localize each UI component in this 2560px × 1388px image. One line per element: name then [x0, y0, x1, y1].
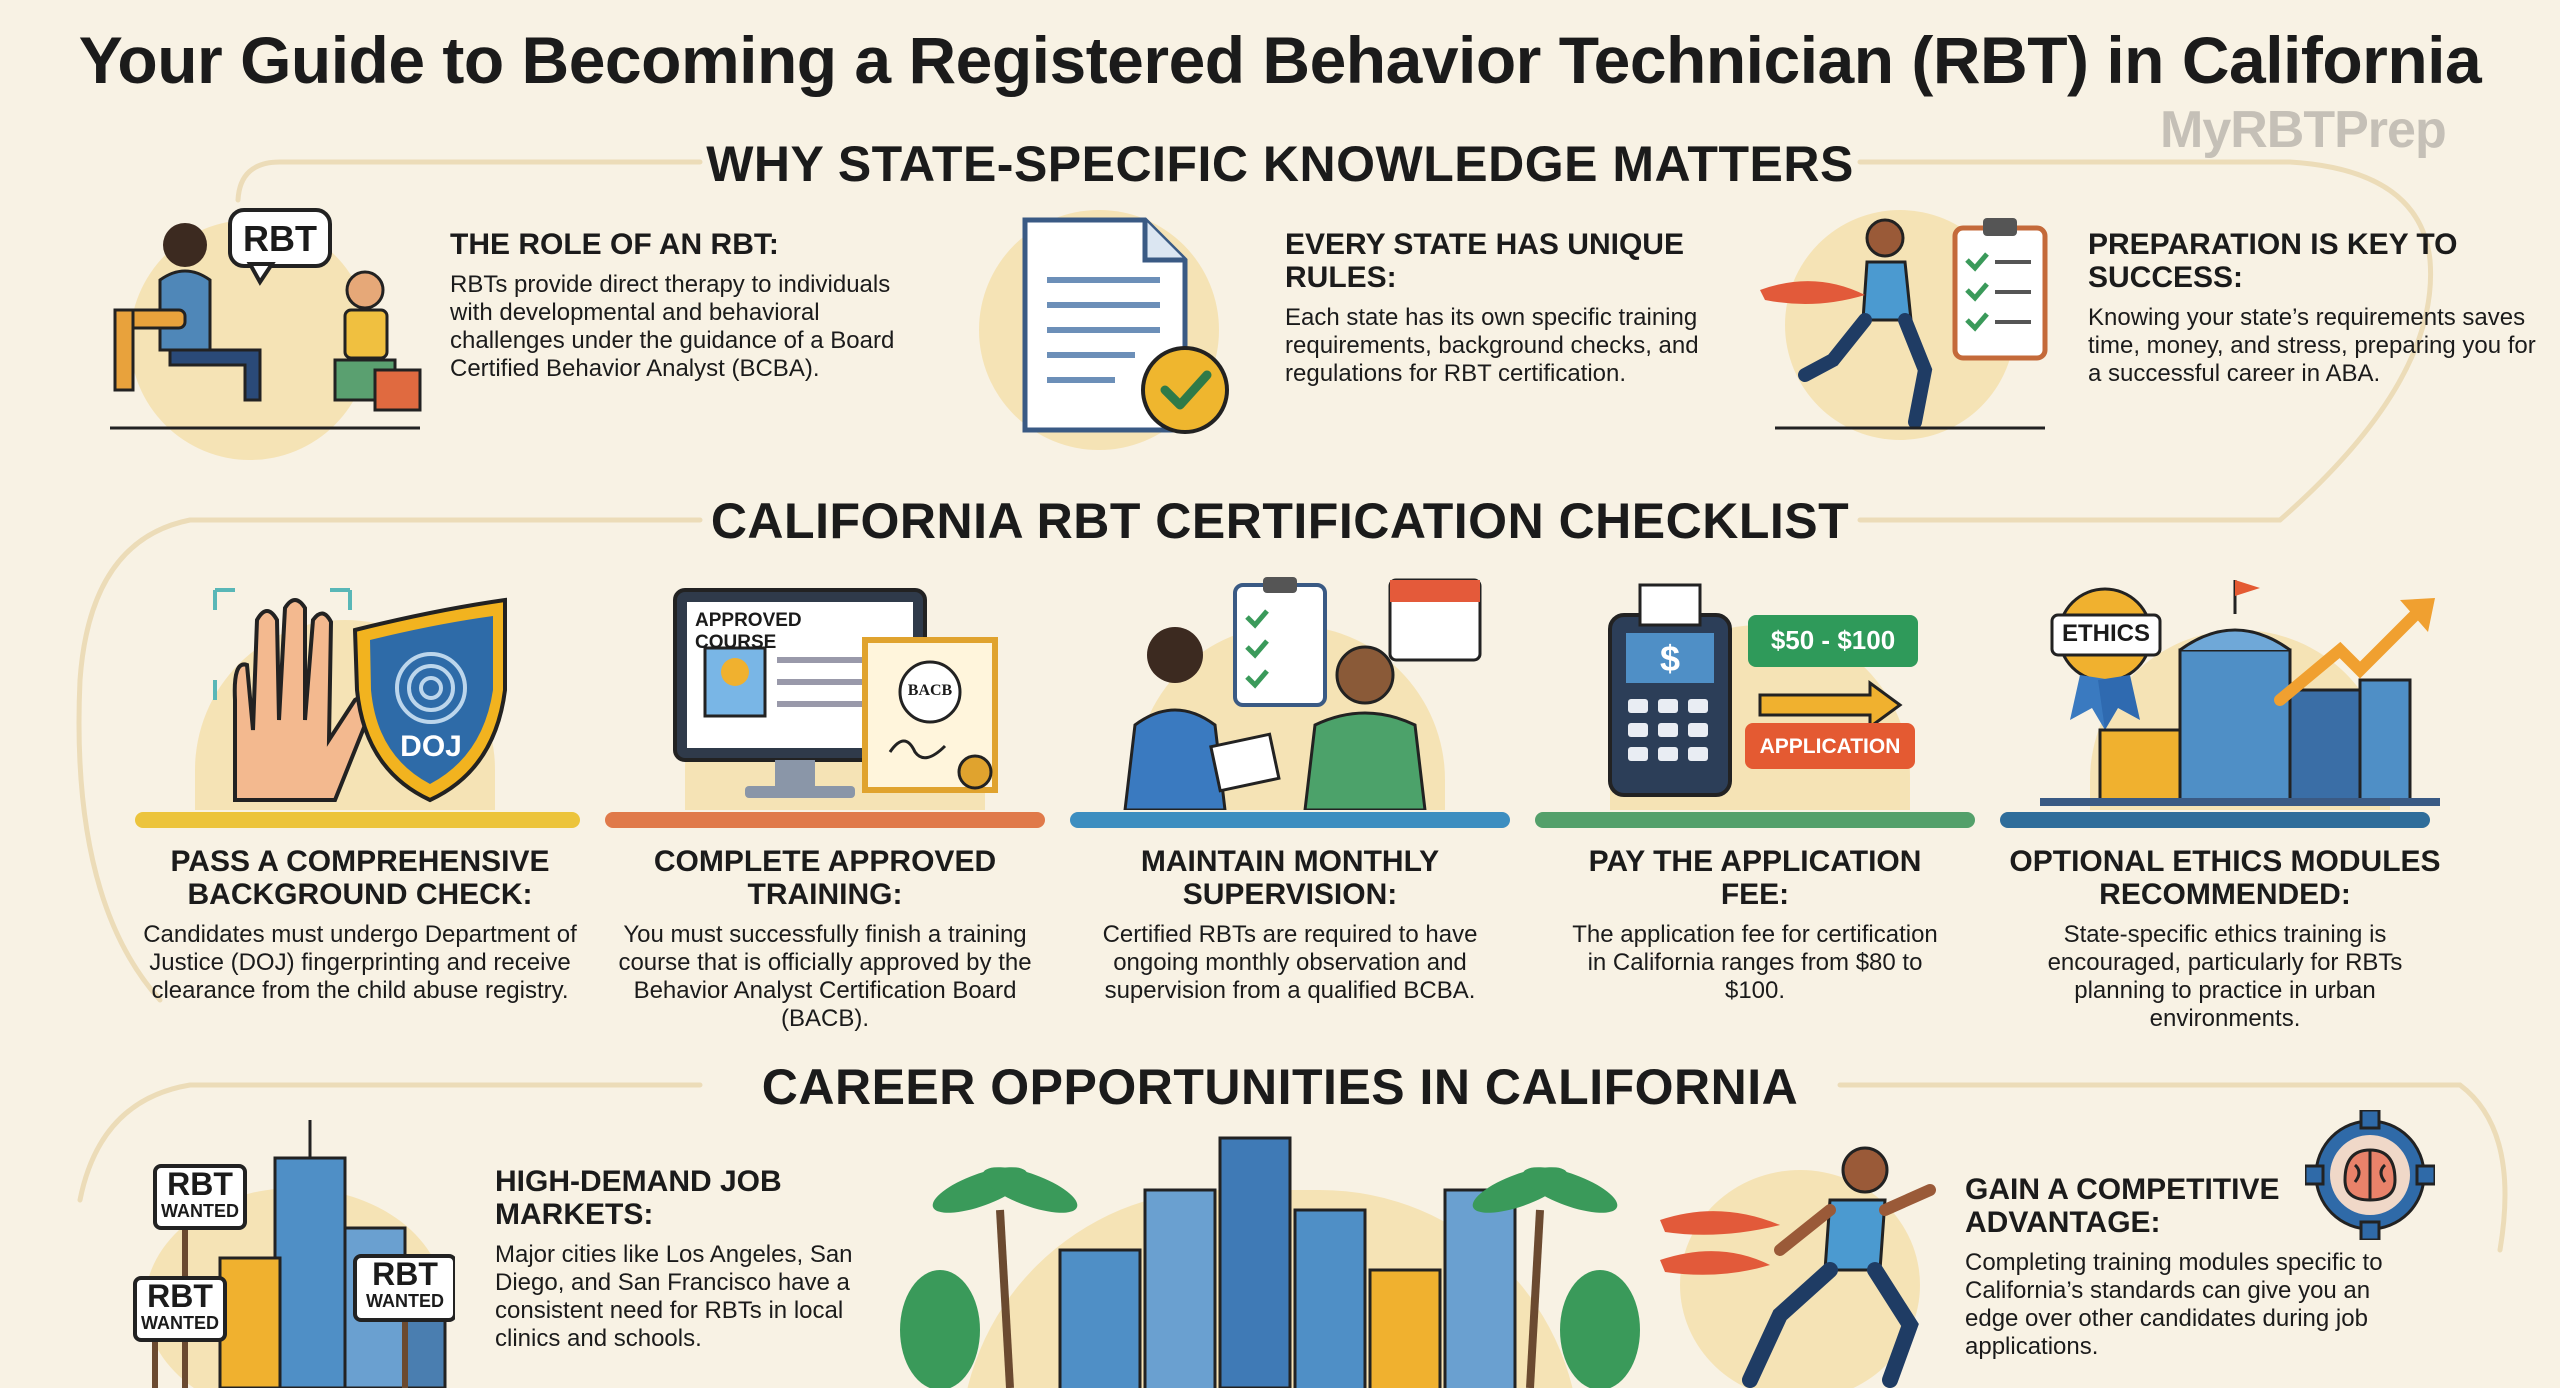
checklist-item-fee: [1560, 845, 1950, 1005]
checklist-item-title: PASS A COMPREHENSIVE BACKGROUND CHECK:: [170, 845, 550, 911]
section-title-why: WHY STATE-SPECIFIC KNOWLEDGE MATTERS: [706, 136, 1854, 192]
checklist-item-background-check: [125, 845, 595, 1005]
runner-brain-icon: [1660, 1140, 1950, 1388]
why-item-title: THE ROLE OF AN RBT:: [450, 228, 779, 261]
checklist-item-title: COMPLETE APPROVED TRAINING:: [653, 845, 997, 911]
why-item-title: EVERY STATE HAS UNIQUE RULES:: [1285, 228, 1684, 294]
bacb-seal-label: BACB: [907, 682, 953, 699]
why-item-preparation: [2088, 228, 2538, 388]
rbt-speech-badge: RBT: [243, 218, 317, 259]
why-item-role: [450, 228, 900, 383]
rbt-wanted-sign: RBT WANTED: [366, 1256, 444, 1311]
fee-range-label: $50 - $100: [1770, 625, 1896, 655]
career-item-competitive: [1965, 1173, 2405, 1361]
checklist-bar: [2000, 812, 2430, 828]
rbt-wanted-sign: RBT WANTED: [141, 1278, 219, 1333]
checklist-item-body: State-specific ethics training is encouraged, particularly for RBTs planning to practice in urban environments.: [2047, 921, 2403, 1032]
application-label: APPLICATION: [1759, 735, 1901, 758]
payment-terminal-icon: [1600, 575, 1930, 810]
watermark-logo: MyRBTPrep: [2160, 101, 2446, 159]
why-item-rules: [1285, 228, 1725, 388]
career-item-body: Major cities like Los Angeles, San Diego, and San Francisco have a consistent need for RBTs in local clinics and schools.: [495, 1241, 853, 1352]
checklist-item-supervision: [1080, 845, 1500, 1005]
supervision-meeting-icon: [1105, 575, 1485, 810]
career-item-body: Completing training modules specific to California’s standards can give you an edge over other candidates during job applications.: [1965, 1249, 2383, 1360]
approved-course-icon: [665, 580, 1010, 810]
ethics-city-icon: [2040, 570, 2440, 810]
why-item-body: Knowing your state’s requirements saves time, money, and stress, preparing you for a successful career in ABA.: [2088, 304, 2536, 387]
checklist-item-body: Candidates must undergo Department of Justice (DOJ) fingerprinting and receive clearance from the child abuse registry.: [143, 921, 577, 1004]
section-title-checklist: CALIFORNIA RBT CERTIFICATION CHECKLIST: [710, 493, 1850, 549]
checklist-item-ethics: [2005, 845, 2445, 1033]
section-title-career: CAREER OPPORTUNITIES IN CALIFORNIA: [761, 1059, 1799, 1115]
career-item-job-markets: [495, 1165, 895, 1353]
checklist-item-title: PAY THE APPLICATION FEE:: [1588, 845, 1922, 911]
career-item-title: GAIN A COMPETITIVE ADVANTAGE:: [1965, 1173, 2280, 1239]
page-title: Your Guide to Becoming a Registered Behavior Technician (RBT) in California: [78, 23, 2482, 97]
checklist-item-training: [610, 845, 1040, 1033]
career-item-title: HIGH-DEMAND JOB MARKETS:: [495, 1165, 782, 1231]
why-item-body: Each state has its own specific training requirements, background checks, and regulations for RBT certification.: [1285, 304, 1699, 387]
checklist-item-body: The application fee for certification in California ranges from $80 to $100.: [1572, 921, 1938, 1004]
why-item-title: PREPARATION IS KEY TO SUCCESS:: [2088, 228, 2458, 294]
checklist-item-body: Certified RBTs are required to have ongoing monthly observation and supervision from a qualified BCBA.: [1102, 921, 1478, 1004]
checklist-bar: [135, 812, 580, 828]
ethics-badge-label: ETHICS: [2061, 620, 2150, 647]
checklist-item-body: You must successfully finish a training course that is officially approved by the Behavior Analyst Certification Board (BACB).: [618, 921, 1032, 1032]
document-check-icon: [975, 200, 1255, 440]
svg-text:$: $: [1659, 638, 1681, 679]
checklist-bar: [1070, 812, 1510, 828]
approved-course-label: APPROVED COURSE: [695, 610, 802, 653]
why-item-body: RBTs provide direct therapy to individuals with developmental and behavioral challenges under the guidance of a Board Certified Behavior Analyst (BCBA).: [450, 271, 895, 382]
therapy-session-icon: [110, 200, 430, 440]
checklist-bar: [605, 812, 1045, 828]
doj-label: DOJ: [400, 730, 462, 763]
california-city-icon: [900, 1130, 1640, 1388]
checklist-item-title: MAINTAIN MONTHLY SUPERVISION:: [1140, 845, 1440, 911]
checklist-bar: [1535, 812, 1975, 828]
fingerprint-shield-icon: [175, 580, 535, 810]
rbt-wanted-city-icon: [125, 1118, 455, 1388]
rbt-wanted-sign: RBT WANTED: [161, 1166, 239, 1221]
checklist-item-title: OPTIONAL ETHICS MODULES RECOMMENDED:: [2009, 845, 2441, 911]
runner-clipboard-icon: [1755, 200, 2065, 440]
